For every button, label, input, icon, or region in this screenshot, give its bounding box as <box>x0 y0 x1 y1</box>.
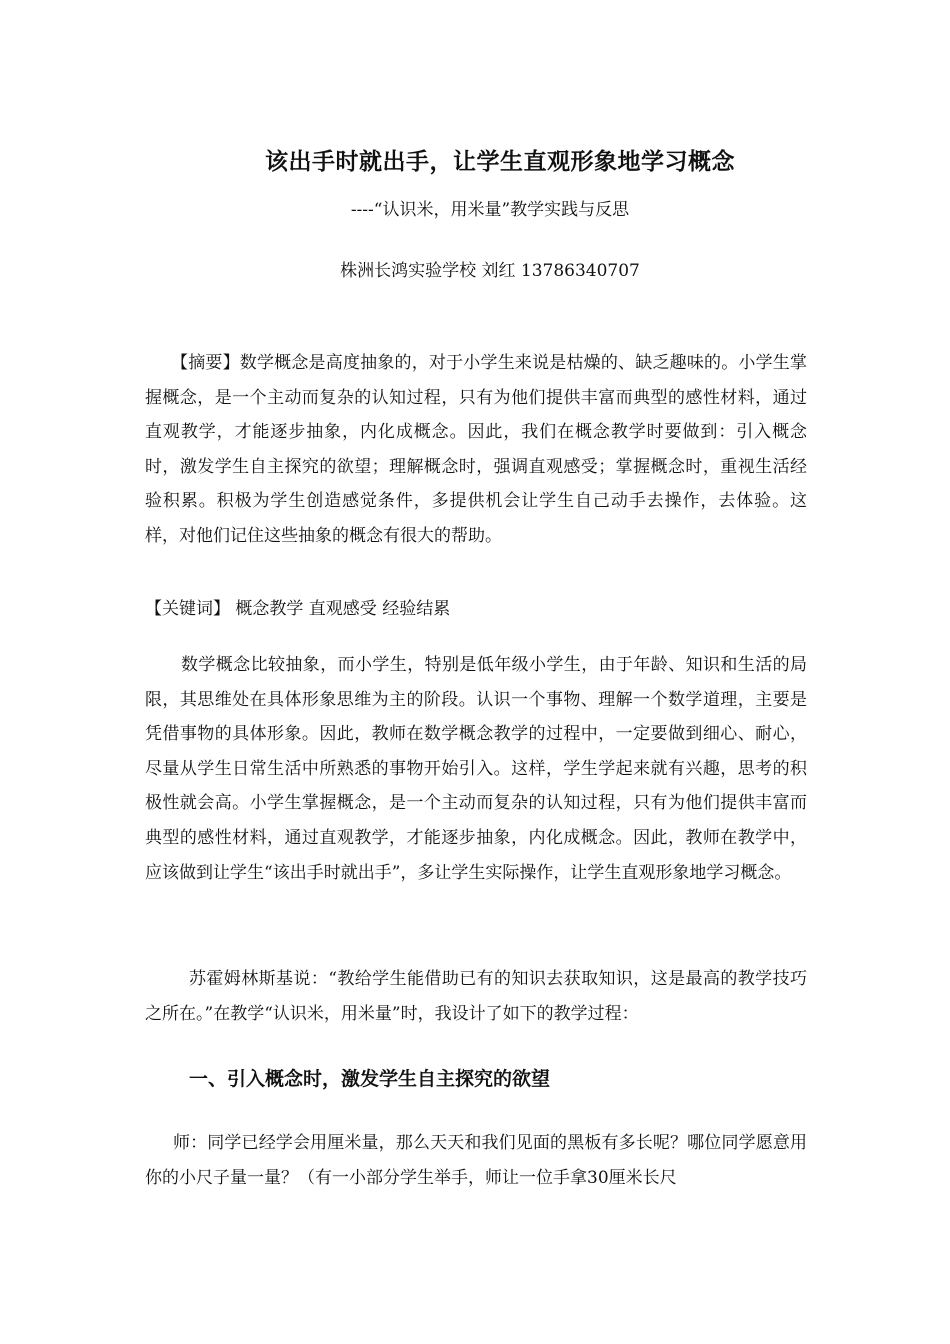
author-line: 株洲长鸿实验学校 刘红 13786340707 <box>340 261 640 281</box>
section-heading-1: 一、引入概念时，激发学生自主探究的欲望 <box>189 1068 551 1090</box>
keywords-line: 【关键词】 概念教学 直观感受 经验结累 <box>145 599 451 619</box>
body-paragraph-3: 师：同学已经学会用厘米量，那么天天和我们见面的黑板有多长呢？哪位同学愿意用你的小尺子量一量？（有一小部分学生举手，师让一位手拿30厘米长尺 <box>145 1133 807 1188</box>
document-title: 该出手时就出手，让学生直观形象地学习概念 <box>265 149 735 176</box>
body-paragraph-1: 数学概念比较抽象，而小学生，特别是低年级小学生，由于年龄、知识和生活的局限，其思维处在具体形象思维为主的阶段。认识一个事物、理解一个数学道理，主要是凭借事物的具体形象。因此，教师在数学概念教学的过程中，一定要做到细心、耐心，尽量从学生日常生活中所熟悉的事物开始引入。这样，学生学起来就有兴趣，思考的积极性就会高。小学生掌握概念，是一个主动而复杂的认知过程，只有为他们提供丰富而典型的感性材料，通过直观教学，才能逐步抽象，内化成概念。因此，教师在教学中，应该做到让学生“该出手时就出手”，多让学生实际操作，让学生直观形象地学习概念。 <box>145 655 807 883</box>
document-subtitle: ----“认识米，用米量”教学实践与反思 <box>350 200 630 220</box>
body-paragraph-2: 苏霍姆林斯基说：“教给学生能借助已有的知识去获取知识，这是最高的教学技巧之所在。”在教学“认识米，用米量”时，我设计了如下的教学过程： <box>145 969 807 1024</box>
abstract-paragraph: 【摘要】数学概念是高度抽象的，对于小学生来说是枯燥的、缺乏趣味的。小学生掌握概念，是一个主动而复杂的认知过程，只有为他们提供丰富而典型的感性材料，通过直观教学，才能逐步抽象，内化成概念。因此，我们在概念教学时要做到：引入概念时，激发学生自主探究的欲望；理解概念时，强调直观感受；掌握概念时，重视生活经验积累。积极为学生创造感觉条件，多提供机会让学生自己动手去操作，去体验。这样，对他们记住这些抽象的概念有很大的帮助。 <box>145 353 807 546</box>
